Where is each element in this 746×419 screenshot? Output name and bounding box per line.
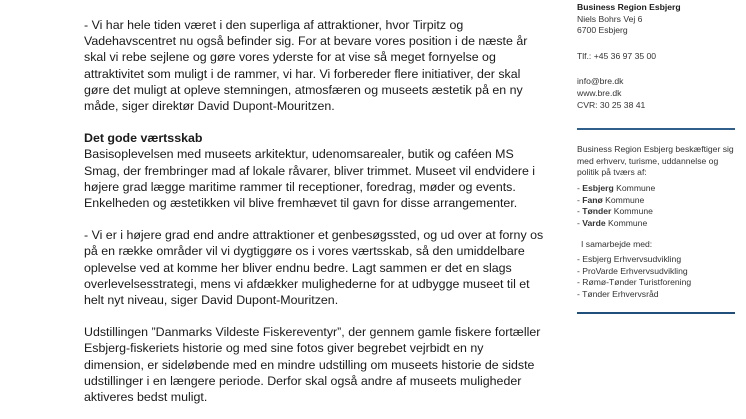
org-description: Business Region Esbjerg beskæftiger sig med erhverv, turisme, uddannelse og politik på tværs af: bbox=[577, 144, 734, 178]
city-address: 6700 Esbjerg bbox=[577, 25, 628, 36]
partner-item: - ProVarde Erhvervsudvikling bbox=[577, 265, 688, 276]
quote-paragraph-1: - Vi har hele tiden været i den superliga af attraktioner, hvor Tirpitz og Vadehavscentret nu også befinder sig. For at bevare vores position i de næste år skal vi rebe sejlene og gøre vores yderste for at vise så meget fornyelse og attraktivitet som muligt i de rammer, vi har. Vi forbereder flere initiativer, der skal gøre det muligt at opleve stemningen, atmosfæren og museets æstetik på en ny måde, siger direktør David Dupont-Mouritzen. bbox=[84, 18, 528, 114]
street-address: Niels Bohrs Vej 6 bbox=[577, 13, 643, 24]
partner-item: - Rømø-Tønder Turistforening bbox=[577, 277, 692, 288]
org-name: Business Region Esbjerg bbox=[577, 2, 681, 12]
section-heading: Det gode værtsskab bbox=[84, 131, 203, 146]
quote-paragraph-2: - Vi er i højere grad end andre attraktioner et genbesøgssted, og ud over at forny os på en række områder vil vi dygtiggøre os i vores værtsskab, så den umiddelbare oplevelse ved at komme her bliver endnu bedre. Lagt sammen er det en slags overlevelsesstrategi, mens vi afdækker mulighederne for at udbygge museet til et helt nyt niveau, siger David Dupont-Mouritzen. bbox=[84, 228, 544, 308]
paragraph-4: Udstillingen ”Danmarks Vildeste Fiskereventyr”, der gennem gamle fiskere fortæller Esbjerg-fiskeriets historie og med sine fotos giver begrebet vejrbidt en ny dimension, er sideløbende med en mindre udstilling om museets historie de sidste udstillinger i en længere periode. Derfor skal også andre af museets muligheder aktiveres bedst muligt. bbox=[84, 325, 541, 405]
cvr-number: CVR: 30 25 38 41 bbox=[577, 99, 646, 110]
partners-title: I samarbejde med: bbox=[581, 239, 653, 250]
phone-number: Tlf.: +45 36 97 35 00 bbox=[577, 50, 657, 61]
partner-item: - Tønder Erhvervsråd bbox=[577, 288, 659, 299]
email-link[interactable]: info@bre.dk bbox=[577, 76, 624, 87]
municipality-item: - Fanø Kommune bbox=[577, 194, 645, 205]
municipality-list bbox=[577, 183, 737, 229]
municipality-item: - Varde Kommune bbox=[577, 217, 648, 228]
partner-item: - Esbjerg Erhvervsudvikling bbox=[577, 253, 682, 264]
sidebar-contact bbox=[577, 2, 737, 326]
municipality-item: - Tønder Kommune bbox=[577, 206, 653, 217]
municipality-item: - Esbjerg Kommune bbox=[577, 182, 656, 193]
paragraph-2: Basisoplevelsen med museets arkitektur, udenomsarealer, butik og caféen MS Smag, der frembringer mad af lokale råvarer, bliver trimmet. Museet vil endvidere i højere grad lægge maritime rammer til receptioner, foredrag, møder og events. Enkelheden og æstetikken vil blive fremhævet til gavn for disse arrangementer. bbox=[84, 147, 536, 211]
divider bbox=[577, 128, 735, 130]
press-release-body bbox=[84, 0, 544, 405]
divider bbox=[577, 312, 735, 314]
website-link[interactable]: www.bre.dk bbox=[577, 87, 622, 98]
